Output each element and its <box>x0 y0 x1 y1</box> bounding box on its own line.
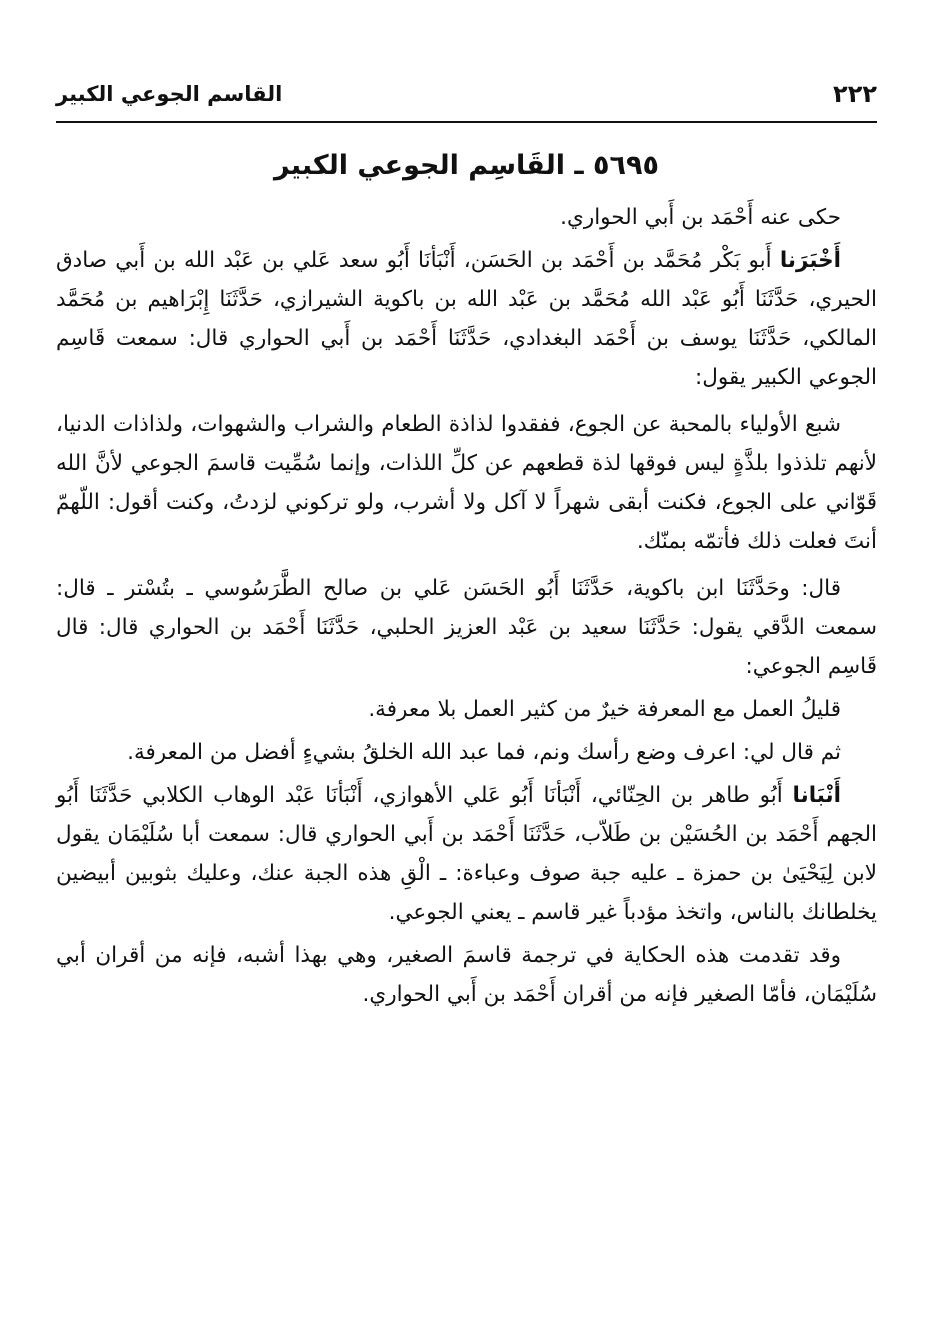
paragraph-4 <box>56 569 877 686</box>
paragraph-lead: أَخْبَرَنا <box>779 248 841 273</box>
paragraph-text: شبع الأولياء بالمحبة عن الجوع، ففقدوا لذاذة الطعام والشراب والشهوات، ولذاذات الدنيا، لأنهم تلذذوا بلذَّةٍ ليس فوقها لذة قطعهم عن كلِّ اللذات، وإنما سُمِّيت قاسمَ الجوعي لأنَّ الله قَوّاني على الجوع، فكنت أبقى شهراً لا آكل ولا أشرب، ولو تركوني لزدتُ، وكنت أقول: اللّهمّ أنتَ فعلت ذلك فأتمّه بمنّك. <box>56 412 877 554</box>
paragraph-text: ثم قال لي: اعرف وضع رأسك ونم، فما عبد الله الخلقُ بشيءٍ أفضل من المعرفة. <box>127 740 841 765</box>
body-text <box>56 198 877 1018</box>
paragraph-lead: أَنْبَانا <box>792 783 841 808</box>
paragraph-text: قليلُ العمل مع المعرفة خيرٌ من كثير العمل بلا معرفة. <box>368 697 841 722</box>
paragraph-1 <box>56 198 877 237</box>
paragraph-5 <box>56 690 877 729</box>
paragraph-text: أَبُو طاهر بن الحِنّائي، أَنْبَأنَا أَبُو عَلي الأهوازي، أَنْبَأنَا عَبْد الوهاب الكلابي حَدَّثَنَا أَبُو الجهم أَحْمَد بن الحُسَيْن بن طَلاّب، حَدَّثَنَا أَحْمَد بن أَبي الحواري قال: سمعت أبا سُلَيْمَان يقول لابن لِيَحْيَىٰ بن حمزة ـ عليه جبة صوف وعباءة: ـ الْقِ هذه الجبة عنك، وعليك بثوبين أبيضين يخلطانك بالناس، واتخذ مؤدباً غير قاسم ـ يعني الجوعي. <box>56 783 877 925</box>
page-number: ٢٢٢ <box>833 80 877 108</box>
paragraph-8 <box>56 936 877 1014</box>
entry-title: ٥٦٩٥ ـ القَاسِم الجوعي الكبير <box>274 150 659 181</box>
running-head <box>56 76 877 116</box>
running-title: القاسم الجوعي الكبير <box>56 82 283 106</box>
header-rule <box>56 121 877 123</box>
paragraph-text: قال: وحَدَّثَنَا ابن باكوية، حَدَّثَنَا أَبُو الحَسَن عَلي بن صالح الطَّرَسُوسي ـ بتُسْتر ـ قال: سمعت الدَّقي يقول: حَدَّثَنَا سعيد بن عَبْد العزيز الحلبي، حَدَّثَنَا أَحْمَد بن الحواري قال: قال قَاسِم الجوعي: <box>56 576 877 679</box>
paragraph-3 <box>56 405 877 561</box>
paragraph-text: حكى عنه أَحْمَد بن أَبي الحواري. <box>560 205 841 230</box>
paragraph-text: أَبو بَكْر مُحَمَّد بن أَحْمَد بن الحَسَن، أَنْبَأنَا أَبُو سعد عَلي بن عَبْد الله بن أَبي صادق الحيري، حَدَّثَنَا أَبُو عَبْد الله مُحَمَّد بن عَبْد الله بن باكوية الشيرازي، حَدَّثَنَا إِبْرَاهيم بن مُحَمَّد المالكي، حَدَّثَنَا يوسف بن أَحْمَد البغدادي، حَدَّثَنَا أَحْمَد بن أَبي الحواري قال: سمعت قَاسِم الجوعي الكبير يقول: <box>56 248 877 390</box>
paragraph-6 <box>56 733 877 772</box>
paragraph-2 <box>56 241 877 397</box>
paragraph-text: وقد تقدمت هذه الحكاية في ترجمة قاسمَ الصغير، وهي بهذا أشبه، فإنه من أقران أبي سُلَيْمَان، فأمّا الصغير فإنه من أقران أَحْمَد بن أَبي الحواري. <box>56 943 877 1007</box>
paragraph-7 <box>56 776 877 932</box>
